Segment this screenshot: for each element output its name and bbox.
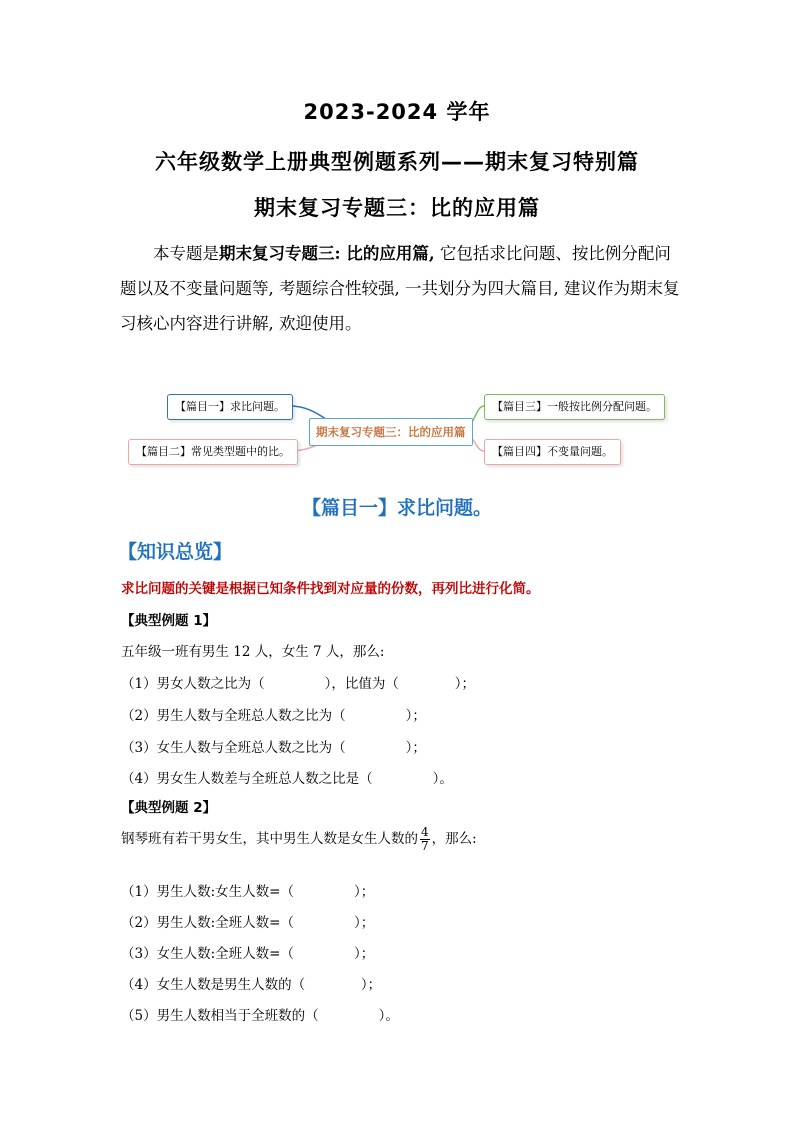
example-1-stem: 五年级一班有男生 12 人，女生 7 人，那么:: [121, 644, 385, 660]
mindmap-node-1: 【篇目一】求比问题。: [167, 394, 293, 420]
example-1-title: 【典型例题 1】: [121, 613, 217, 629]
mindmap-node-3: 【篇目三】一般按比例分配问题。: [484, 394, 665, 420]
knowledge-title: 【知识总览】: [118, 541, 233, 563]
intro-paragraph: [120, 236, 680, 341]
year-title: 2023-2024 学年: [303, 100, 491, 124]
fraction-numerator: 4: [421, 825, 429, 839]
example-2-title: 【典型例题 2】: [121, 800, 217, 816]
example-2-q3: （3）女生人数:全班人数=（ ）；: [121, 946, 375, 962]
example-2-q1: （1）男生人数:女生人数=（ ）；: [121, 884, 375, 900]
example-2-q2: （2）男生人数:全班人数=（ ）；: [121, 915, 375, 931]
example-1-q2: （2）男生人数与全班总人数之比为（ ）；: [121, 708, 426, 724]
mindmap-node-2: 【篇目二】常见类型题中的比。: [128, 439, 298, 465]
example-2-q4: （4）女生人数是男生人数的（ ）；: [121, 977, 382, 993]
mindmap-center: 期末复习专题三：比的应用篇: [309, 418, 473, 446]
example-2-q5: （5）男生人数相当于全班数的（ ）。: [121, 1008, 399, 1024]
series-title: 六年级数学上册典型例题系列——期末复习特别篇: [155, 150, 639, 174]
fraction: [420, 826, 430, 853]
topic-title: 期末复习专题三：比的应用篇: [254, 196, 540, 220]
example-2-stem-b: ，那么:: [431, 831, 477, 847]
example-1-q4: （4）男女生人数差与全班总人数之比是（ ）。: [121, 771, 453, 787]
intro-bold: 期末复习专题三: 比的应用篇,: [219, 244, 435, 263]
key-note: 求比问题的关键是根据已知条件找到对应量的份数，再列比进行化简。: [121, 581, 540, 597]
mindmap-node-4: 【篇目四】不变量问题。: [484, 439, 621, 465]
section-title: 【篇目一】求比问题。: [301, 497, 492, 519]
intro-text-1: 本专题是: [153, 244, 219, 263]
fraction-denominator: 7: [421, 839, 429, 853]
example-2-stem: [121, 826, 477, 853]
intro-text-2: 它包括求比问题、按比例分配问题以及不变量问题等, 考题综合性较强, 一共划分为四大篇目, 建议作为期末复习核心内容进行讲解, 欢迎使用。: [120, 244, 680, 333]
example-1-q3: （3）女生人数与全班总人数之比为（ ）；: [121, 740, 426, 756]
example-1-q1: （1）男女人数之比为（ ），比值为（ ）；: [121, 676, 475, 692]
example-2-stem-a: 钢琴班有若干男女生，其中男生人数是女生人数的: [121, 831, 418, 847]
